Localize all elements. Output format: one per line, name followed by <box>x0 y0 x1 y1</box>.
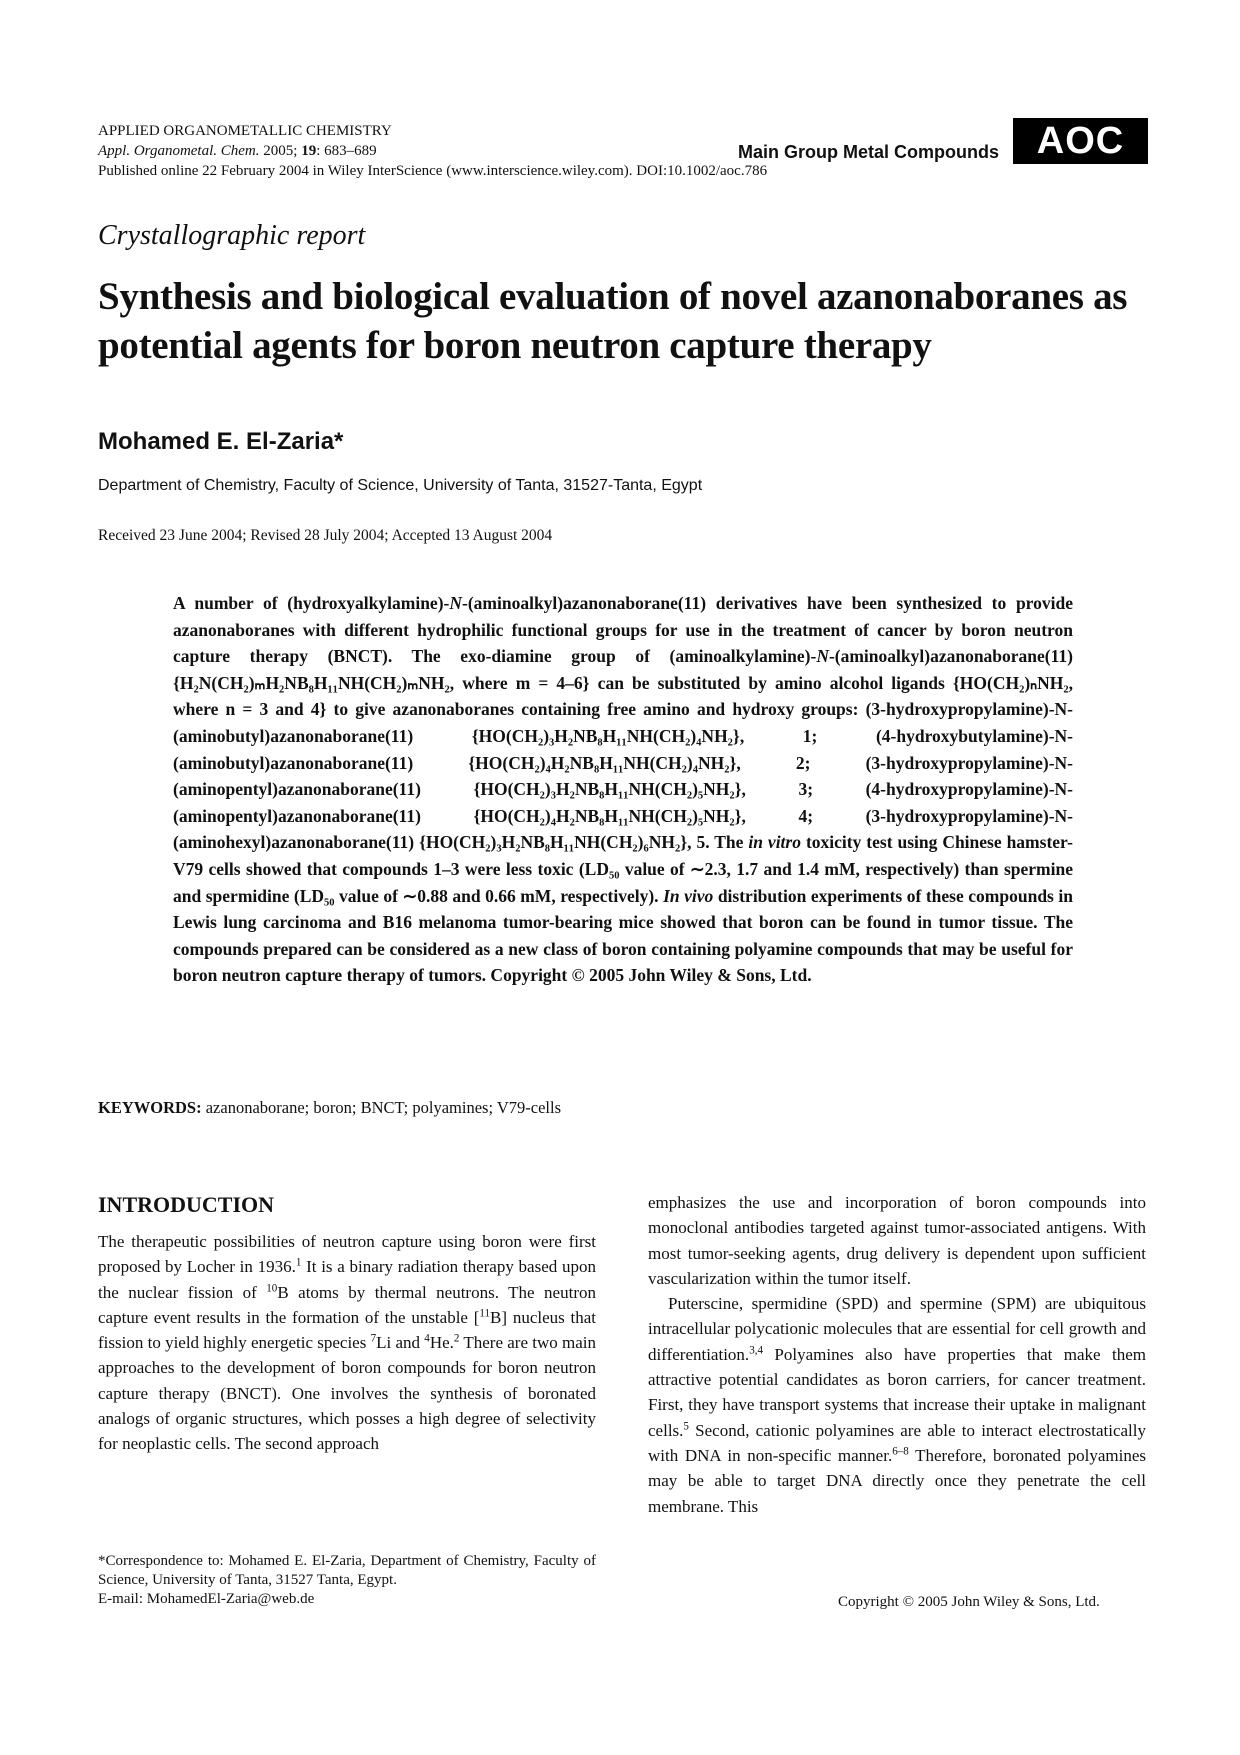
journal-name: APPLIED ORGANOMETALLIC CHEMISTRY <box>98 123 392 139</box>
section-heading-introduction: INTRODUCTION <box>98 1192 275 1217</box>
keywords-list: azanonaborane; boron; BNCT; polyamines; V79-cells <box>201 1098 562 1117</box>
abstract-text: -(aminoalkyl)azanonaborane(11) derivatives have been synthesized to provide azanonaboranes with different hydrophilic functional groups for use in the treatment of cancer by boron neutron capture therapy (BNCT). The exo-diamine group of (aminoalkylamine)- <box>173 593 1073 667</box>
citation-ref: 6–8 <box>892 1445 909 1458</box>
abstract-italic: N <box>816 646 829 667</box>
footnote-email: E-mail: MohamedEl-Zaria@web.de <box>98 1591 315 1607</box>
article-title: Synthesis and biological evaluation of novel azanonaboranes as potential agents for boron neutron capture therapy <box>98 275 1128 367</box>
intro-right-column <box>648 1190 1146 1519</box>
journal-logo-badge: AOC <box>1013 118 1148 164</box>
report-type: Crystallographic report <box>98 220 366 251</box>
author-name: Mohamed E. El-Zaria* <box>98 428 344 455</box>
abstract-text: toxicity test using Chinese hamster-V79 cells showed that compounds 1–3 were less toxic (LD₅₀ value of ∼2.3, 1.7 and 1.4 mM, respectively) than spermine and spermidine (LD₅₀ value of ∼0.88 and 0.66 mM, respectively). <box>173 832 1073 906</box>
author-affiliation: Department of Chemistry, Faculty of Science, University of Tanta, 31527-Tanta, Egypt <box>98 477 703 494</box>
citation-volume: 19 <box>301 143 317 159</box>
abstract-text: A number of (hydroxyalkylamine)- <box>173 593 450 613</box>
abstract-italic: in vitro <box>748 832 801 853</box>
abstract-italic: N <box>449 593 462 613</box>
citation <box>98 142 377 161</box>
abstract-italic: In vivo <box>663 885 714 906</box>
citation-ref: 1 <box>295 1256 302 1269</box>
intro-paragraph: Puterscine, spermidine (SPD) and spermine (SPM) are ubiquitous intracellular polycationic molecules that are essential for cell growth and differentiation.$^{3,4}$ Polyamines also have properties that make them attractive potential candidates as boron carriers, for cancer treatment. First, they have transport systems that increase their uptake in malignant cells.$^5$ Second, cationic polyamines are able to interact electrostatically with DNA in non-specific manner.$^{6-8}$ Therefore, boronated polyamines may be able to target DNA directly once they penetrate the cell membrane. This <box>648 1294 1146 1516</box>
citation-year: 2005; <box>263 143 298 159</box>
keywords-label: KEYWORDS: <box>98 1098 202 1117</box>
article-dates: Received 23 June 2004; Revised 28 July 2004; Accepted 13 August 2004 <box>98 527 553 544</box>
page-copyright: Copyright © 2005 John Wiley & Sons, Ltd. <box>838 1594 1100 1610</box>
citation-ref: 2 <box>453 1332 460 1345</box>
keywords <box>98 1098 561 1118</box>
abstract-text: distribution experiments of these compounds in Lewis lung carcinoma and B16 melanoma tumor-bearing mice showed that boron can be found in tumor tissue. The compounds prepared can be considered as a new class of boron containing polyamine compounds that may be useful for boron neutron capture therapy of tumors. Copyright © 2005 John Wiley & Sons, Ltd. <box>173 885 1073 986</box>
abstract <box>173 590 1073 989</box>
footnote-address: *Correspondence to: Mohamed E. El-Zaria, Department of Chemistry, Faculty of Science, University of Tanta, 31527 Tanta, Egypt. <box>98 1553 596 1588</box>
published-online-line: Published online 22 February 2004 in Wiley InterScience (www.interscience.wiley.com). DOI:10.1002/aoc.786 <box>98 163 768 179</box>
intro-paragraph: emphasizes the use and incorporation of boron compounds into monoclonal antibodies targeted against tumor-associated antigens. With most tumor-seeking agents, drug delivery is dependent upon sufficient vascularization within the tumor itself. <box>648 1193 1146 1288</box>
citation-ref: 3,4 <box>749 1344 763 1357</box>
intro-left-column <box>98 1229 596 1457</box>
correspondence-footnote <box>98 1552 596 1609</box>
abstract-text: -(aminoalkyl)azanonaborane(11) {H₂N(CH₂)ₘH₂NB₈H₁₁NH(CH₂)ₘNH₂, where m = 4–6} can be substituted by amino alcohol ligands {HO(CH₂)ₙNH₂, where n = 3 and 4} to give azanonaboranes containing free amino and hydroxy groups: (3-hydroxypropylamine)-N-(aminobutyl)azanonaborane(11) {HO(CH₂)₃H₂NB₈H₁₁NH(CH₂)₄NH₂}, 1; (4-hydroxybutylamine)-N-(aminobutyl)azanonaborane(11) {HO(CH₂)₄H₂NB₈H₁₁NH(CH₂)₄NH₂}, 2; (3-hydroxypropylamine)-N-(aminopentyl)azanonaborane(11) {HO(CH₂)₃H₂NB₈H₁₁NH(CH₂)₅NH₂}, 3; (4-hydroxypropylamine)-N-(aminopentyl)azanonaborane(11) {HO(CH₂)₄H₂NB₈H₁₁NH(CH₂)₅NH₂}, 4; (3-hydroxypropylamine)-N-(aminohexyl)azanonaborane(11) {HO(CH₂)₃H₂NB₈H₁₁NH(CH₂)₆NH₂}, 5. The <box>173 646 1073 853</box>
intro-paragraph: The therapeutic possibilities of neutron capture using boron were first proposed by Locher in 1936.$^1$ It is a binary radiation therapy based upon the nuclear fission of $^{10}$B atoms by thermal neutrons. The neutron capture event results in the formation of the unstable [$^{11}$B] nucleus that fission to yield highly energetic species $^7$Li and $^4$He.$^2$ There are two main approaches to the development of boron compounds for boron neutron capture therapy (BNCT). One involves the synthesis of boronated analogs of organic structures, which posses a high degree of selectivity for neoplastic cells. The second approach <box>98 1232 597 1454</box>
section-tag: Main Group Metal Compounds <box>738 142 999 162</box>
citation-pages: : 683–689 <box>316 143 377 159</box>
citation-ref: 5 <box>683 1420 689 1433</box>
citation-abbrev: Appl. Organometal. Chem. <box>98 143 260 159</box>
